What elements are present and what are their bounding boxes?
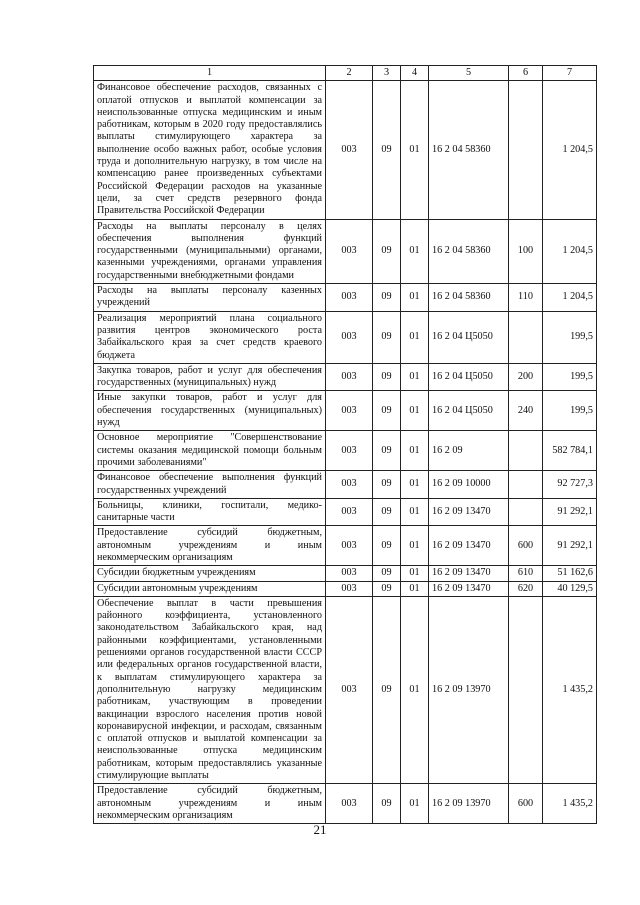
amount-cell: 51 162,6 — [543, 566, 597, 581]
amount-cell: 1 204,5 — [543, 219, 597, 283]
ministry-code-cell: 003 — [326, 311, 373, 363]
column-header: 6 — [509, 66, 543, 81]
target-article-code-cell: 16 2 04 Ц5050 — [429, 311, 509, 363]
expense-type-code-cell: 200 — [509, 363, 543, 391]
target-article-code-cell: 16 2 04 Ц5050 — [429, 391, 509, 431]
expense-type-code-cell: 600 — [509, 784, 543, 824]
subsection-code-cell: 01 — [401, 363, 429, 391]
ministry-code-cell: 003 — [326, 391, 373, 431]
target-article-code-cell: 16 2 04 58360 — [429, 219, 509, 283]
subsection-code-cell: 01 — [401, 471, 429, 499]
ministry-code-cell: 003 — [326, 784, 373, 824]
column-header: 2 — [326, 66, 373, 81]
table-row — [94, 471, 597, 499]
target-article-code-cell: 16 2 09 13970 — [429, 596, 509, 783]
subsection-code-cell: 01 — [401, 391, 429, 431]
expense-type-code-cell: 110 — [509, 284, 543, 312]
item-name-cell: Субсидии бюджетным учреждениям — [94, 566, 326, 581]
section-code-cell: 09 — [373, 498, 401, 526]
table-row — [94, 311, 597, 363]
subsection-code-cell: 01 — [401, 311, 429, 363]
expense-type-code-cell: 100 — [509, 219, 543, 283]
ministry-code-cell: 003 — [326, 431, 373, 471]
ministry-code-cell: 003 — [326, 363, 373, 391]
column-header: 1 — [94, 66, 326, 81]
expense-type-code-cell — [509, 596, 543, 783]
subsection-code-cell: 01 — [401, 581, 429, 596]
table-header-row — [94, 66, 597, 81]
amount-cell: 1 435,2 — [543, 596, 597, 783]
budget-table — [93, 65, 597, 824]
amount-cell: 199,5 — [543, 311, 597, 363]
table-row — [94, 526, 597, 566]
ministry-code-cell: 003 — [326, 284, 373, 312]
expense-type-code-cell: 240 — [509, 391, 543, 431]
table-row — [94, 566, 597, 581]
table-row — [94, 81, 597, 219]
item-name-cell: Расходы на выплаты персоналу в целях обеспечения выполнения функций государственными (муниципальными) органами, казенными учреждениями, органами управления государственными внебюджетными фондами — [94, 219, 326, 283]
amount-cell: 1 204,5 — [543, 284, 597, 312]
amount-cell: 582 784,1 — [543, 431, 597, 471]
target-article-code-cell: 16 2 09 13470 — [429, 566, 509, 581]
table-row — [94, 581, 597, 596]
target-article-code-cell: 16 2 09 — [429, 431, 509, 471]
amount-cell: 91 292,1 — [543, 526, 597, 566]
expense-type-code-cell — [509, 311, 543, 363]
page-number: 21 — [313, 822, 327, 837]
item-name-cell: Предоставление субсидий бюджетным, автономным учреждениям и иным некоммерческим организациям — [94, 784, 326, 824]
table-row — [94, 284, 597, 312]
section-code-cell: 09 — [373, 596, 401, 783]
ministry-code-cell: 003 — [326, 526, 373, 566]
item-name-cell: Реализация мероприятий плана социального развития центров экономического роста Забайкальского края за счет средств краевого бюджета — [94, 311, 326, 363]
section-code-cell: 09 — [373, 311, 401, 363]
expense-type-code-cell: 620 — [509, 581, 543, 596]
target-article-code-cell: 16 2 09 13470 — [429, 498, 509, 526]
amount-cell: 40 129,5 — [543, 581, 597, 596]
section-code-cell: 09 — [373, 284, 401, 312]
column-header: 5 — [429, 66, 509, 81]
amount-cell: 1 204,5 — [543, 81, 597, 219]
item-name-cell: Иные закупки товаров, работ и услуг для обеспечения государственных (муниципальных) нужд — [94, 391, 326, 431]
column-header: 3 — [373, 66, 401, 81]
target-article-code-cell: 16 2 04 58360 — [429, 81, 509, 219]
section-code-cell: 09 — [373, 363, 401, 391]
target-article-code-cell: 16 2 09 13470 — [429, 526, 509, 566]
section-code-cell: 09 — [373, 81, 401, 219]
subsection-code-cell: 01 — [401, 566, 429, 581]
item-name-cell: Обеспечение выплат в части превышения районного коэффициента, установленного законодательством Забайкальского края, над районными коэффициентами, установленными решениями органов государственной власти СССР или федеральных органов государственной власти, к выплатам стимулирующего характера за дополнительную нагрузку медицинским работникам, участвующим в проведении вакцинации взрослого населения против новой коронавирусной инфекции, и расходам, связанным с оплатой отпусков и выплатой компенсации за неиспользованные отпуска медицинским работникам, которым предоставлялись указанные стимулирующие выплаты — [94, 596, 326, 783]
section-code-cell: 09 — [373, 391, 401, 431]
item-name-cell: Субсидии автономным учреждениям — [94, 581, 326, 596]
table-row — [94, 498, 597, 526]
section-code-cell: 09 — [373, 431, 401, 471]
expense-type-code-cell — [509, 471, 543, 499]
ministry-code-cell: 003 — [326, 566, 373, 581]
amount-cell: 91 292,1 — [543, 498, 597, 526]
ministry-code-cell: 003 — [326, 81, 373, 219]
ministry-code-cell: 003 — [326, 596, 373, 783]
column-header: 4 — [401, 66, 429, 81]
item-name-cell: Основное мероприятие "Совершенствование системы оказания медицинской помощи больным прочими заболеваниями" — [94, 431, 326, 471]
target-article-code-cell: 16 2 04 58360 — [429, 284, 509, 312]
amount-cell: 92 727,3 — [543, 471, 597, 499]
ministry-code-cell: 003 — [326, 581, 373, 596]
table-row — [94, 596, 597, 783]
section-code-cell: 09 — [373, 784, 401, 824]
table-body — [94, 81, 597, 824]
item-name-cell: Финансовое обеспечение расходов, связанных с оплатой отпусков и выплатой компенсации за неиспользованные отпуска медицинским и иным работникам, которым в 2020 году предоставлялись выплаты стимулирующего характера за выполнение особо важных работ, особые условия труда и дополнительную нагрузку, в том числе на компенсацию ранее произведенных субъектами Российской Федерации расходов на указанные цели, за счет средств резервного фонда Правительства Российской Федерации — [94, 81, 326, 219]
subsection-code-cell: 01 — [401, 219, 429, 283]
amount-cell: 1 435,2 — [543, 784, 597, 824]
section-code-cell: 09 — [373, 219, 401, 283]
item-name-cell: Закупка товаров, работ и услуг для обеспечения государственных (муниципальных) нужд — [94, 363, 326, 391]
subsection-code-cell: 01 — [401, 498, 429, 526]
column-header: 7 — [543, 66, 597, 81]
subsection-code-cell: 01 — [401, 526, 429, 566]
table-row — [94, 391, 597, 431]
item-name-cell: Предоставление субсидий бюджетным, автономным учреждениям и иным некоммерческим организациям — [94, 526, 326, 566]
section-code-cell: 09 — [373, 581, 401, 596]
target-article-code-cell: 16 2 09 13970 — [429, 784, 509, 824]
subsection-code-cell: 01 — [401, 784, 429, 824]
expense-type-code-cell — [509, 81, 543, 219]
subsection-code-cell: 01 — [401, 596, 429, 783]
section-code-cell: 09 — [373, 526, 401, 566]
expense-type-code-cell — [509, 498, 543, 526]
item-name-cell: Расходы на выплаты персоналу казенных учреждений — [94, 284, 326, 312]
item-name-cell: Больницы, клиники, госпитали, медико-санитарные части — [94, 498, 326, 526]
subsection-code-cell: 01 — [401, 81, 429, 219]
ministry-code-cell: 003 — [326, 498, 373, 526]
expense-type-code-cell: 600 — [509, 526, 543, 566]
expense-type-code-cell — [509, 431, 543, 471]
section-code-cell: 09 — [373, 566, 401, 581]
subsection-code-cell: 01 — [401, 431, 429, 471]
ministry-code-cell: 003 — [326, 219, 373, 283]
ministry-code-cell: 003 — [326, 471, 373, 499]
subsection-code-cell: 01 — [401, 284, 429, 312]
table-row — [94, 784, 597, 824]
target-article-code-cell: 16 2 04 Ц5050 — [429, 363, 509, 391]
item-name-cell: Финансовое обеспечение выполнения функций государственных учреждений — [94, 471, 326, 499]
amount-cell: 199,5 — [543, 391, 597, 431]
expense-type-code-cell: 610 — [509, 566, 543, 581]
table-row — [94, 431, 597, 471]
table-row — [94, 363, 597, 391]
section-code-cell: 09 — [373, 471, 401, 499]
target-article-code-cell: 16 2 09 13470 — [429, 581, 509, 596]
target-article-code-cell: 16 2 09 10000 — [429, 471, 509, 499]
table-row — [94, 219, 597, 283]
amount-cell: 199,5 — [543, 363, 597, 391]
